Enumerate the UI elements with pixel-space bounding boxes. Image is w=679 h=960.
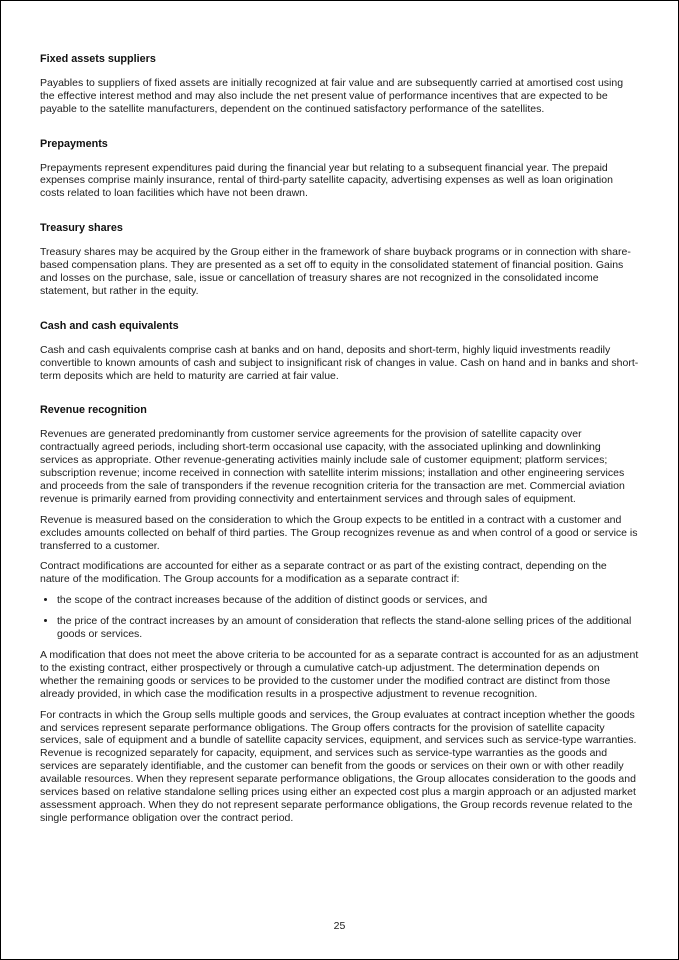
paragraph: Payables to suppliers of fixed assets are initially recognized at fair value and are subsequently carried at amortised cost using the effective interest method and may also include the net present value of performance incentives that are expected to be payable to the satellite manufacturers, dependent on the continued satisfactory performance of the satellites. [40, 76, 624, 115]
bullet-item: • the scope of the contract increases because of the addition of distinct goods or services, and [57, 594, 639, 607]
section-heading: Treasury shares [40, 222, 123, 235]
section-treasury-shares [40, 222, 639, 298]
page-number: 25 [333, 920, 346, 933]
paragraph: Treasury shares may be acquired by the Group either in the framework of share buyback programs or in connection with share-based compensation plans. They are presented as a set off to equity in the consolidated statement of financial position. Gains and losses on the purchase, sale, issue or cancellation of treasury shares are not recognized in the consolidated income statement, but rather in the equity. [40, 246, 631, 297]
paragraph: Prepayments represent expenditures paid during the financial year but relating to a subsequent financial year. The prepaid expenses comprise mainly insurance, rental of third-party satellite capacity, advertising expenses as well as loan origination costs related to loan facilities which have not been drawn. [40, 161, 613, 200]
section-heading: Revenue recognition [40, 404, 147, 417]
paragraph: Contract modifications are accounted for either as a separate contract or as part of the existing contract, depending on the nature of the modification. The Group accounts for a modification as a separate contract if: [40, 560, 607, 586]
section-heading: Prepayments [40, 137, 108, 150]
section-prepayments [40, 138, 639, 201]
section-cash-and-cash-equivalents [40, 320, 639, 383]
paragraph: Revenues are generated predominantly from customer service agreements for the provision of satellite capacity over contractually agreed periods, including short-term occasional use capacity, with the associated uplinking and downlinking services as appropriate. Other revenue-generating activities mainly include sale of customer equipment; platform services; subscription revenue; income received in connection with satellite interim missions; installation and other engineering services and proceeds from the sale of transponders if the revenue recognition criteria for the transaction are met. Commercial aviation revenue is primarily earned from providing connectivity and entertainment services and through sales of equipment. [40, 428, 625, 505]
bullet-list [40, 594, 639, 641]
paragraph: For contracts in which the Group sells multiple goods and services, the Group evaluates at contract inception whether the goods and services represent separate performance obligations. The Group offers contracts for the provision of satellite capacity services, sale of equipment and a bundle of satellite capacity services, equipment, and services such as service-type warranties. Revenue is recognized separately for capacity, equipment, and services such as service-type warranties as the goods and services are separately identifiable, and the customer can benefit from the goods or services on their own or with other readily available resources. When they represent separate performance obligations, the Group allocates consideration to the goods and services based on relative standalone selling prices using either an expected cost plus a margin approach or an adjusted market assessment approach. When they do not represent separate performance obligations, the Group records revenue related to the single performance obligation over the contract period. [40, 708, 637, 824]
paragraph: Cash and cash equivalents comprise cash at banks and on hand, deposits and short-term, highly liquid investments readily convertible to known amounts of cash and subject to insignificant risk of changes in value. Cash on hand and in banks and short-term deposits which are held to maturity are carried at fair value. [40, 343, 639, 382]
document-content [40, 53, 639, 825]
bullet-item: • the price of the contract increases by an amount of consideration that reflects the stand-alone selling prices of the additional goods or services. [57, 615, 639, 641]
section-fixed-assets-suppliers [40, 53, 639, 116]
section-heading: Fixed assets suppliers [40, 53, 156, 65]
paragraph: Revenue is measured based on the consideration to which the Group expects to be entitled in a contract with a customer and excludes amounts collected on behalf of third parties. The Group recognizes revenue as and when control of a good or service is transferred to a customer. [40, 513, 638, 552]
paragraph: A modification that does not meet the above criteria to be accounted for as a separate contract is accounted for as an adjustment to the existing contract, either prospectively or through a cumulative catch-up adjustment. The determination depends on whether the remaining goods or services to be provided to the customer under the modified contract are distinct from those already provided, in which case the modification results in a prospective adjustment to revenue recognition. [40, 649, 639, 700]
section-revenue-recognition [40, 404, 639, 824]
section-heading: Cash and cash equivalents [40, 319, 179, 332]
page-footer [1, 920, 678, 933]
